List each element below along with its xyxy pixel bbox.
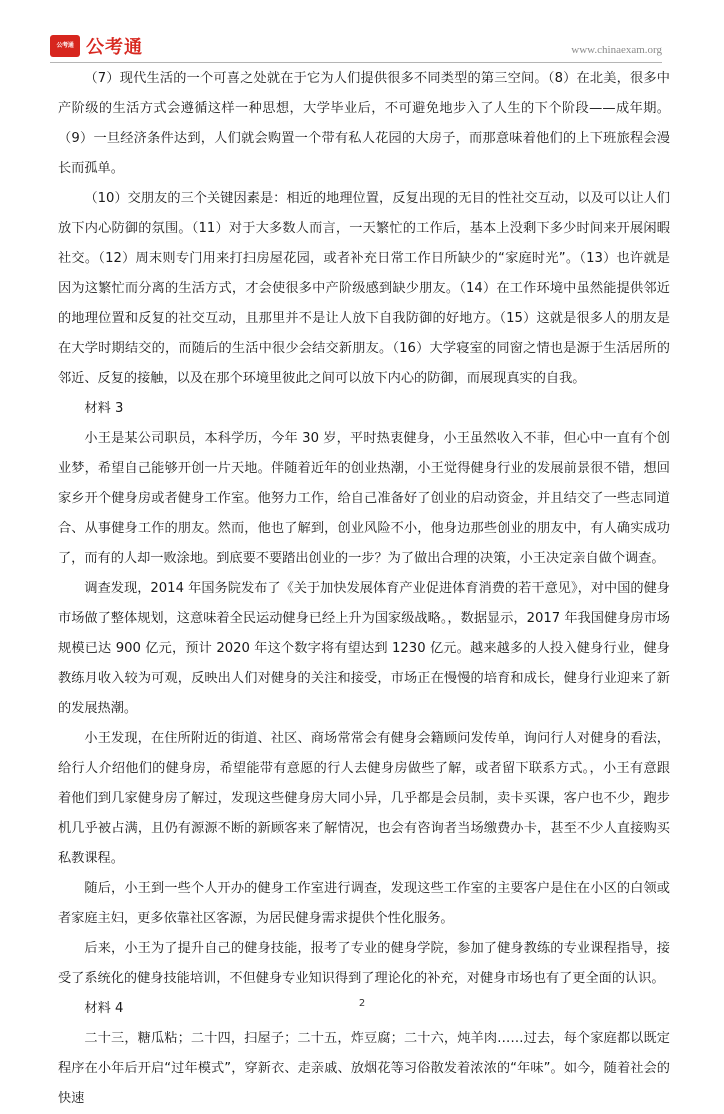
- section-heading-material-3: 材料 3: [84, 401, 124, 416]
- page-number: 2: [358, 998, 366, 1009]
- paragraph-gym-visits: 小王发现，在住所附近的街道、社区、商场常常会有健身会籍顾问发传单，询问行人对健身的看法，给行人介绍他们的健身房，希望能带有意愿的行人去健身房做些了解，或者留下联系方式。，小王有意跟着他们到几家健身房了解过，发现这些健身房大同小异，几乎都是会员制，卖卡买课，客户也不少，跑步机几乎被占满，且仍有源源不断的新顾客来了解情况，也会有咨询者当场缴费办卡，甚至不少人直接购买私教课程。: [58, 731, 670, 866]
- logo-badge: 公考通: [50, 35, 80, 57]
- header-divider: [50, 62, 662, 63]
- paragraph-10-16: （10）交朋友的三个关键因素是：相近的地理位置，反复出现的无目的性社交互动，以及可以让人们放下内心防御的氛围。（11）对于大多数人而言，一天繁忙的工作后，基本上没剩下多少时间来开展闲暇社交。（12）周末则专门用来打扫房屋花园，或者补充日常工作日所缺少的“家庭时光”。（13）也许就是因为这繁忙而分离的生活方式，才会使很多中产阶级感到缺少朋友。（14）在工作环境中虽然能提供邻近的地理位置和反复的社交互动，且那里并不是让人放下自我防御的好地方。（15）这就是很多人的朋友是在大学时期结交的，而随后的生活中很少会结交新朋友。（16）大学寝室的同窗之情也是源于生活居所的邻近、反复的接触，以及在那个环境里彼此之间可以放下内心的防御，而展现真实的自我。: [58, 191, 670, 386]
- logo-text: 公考通: [86, 37, 143, 58]
- document-body: [58, 64, 670, 1114]
- paragraph-studio-survey: 随后，小王到一些个人开办的健身工作室进行调查，发现这些工作室的主要客户是住在小区的白领或者家庭主妇，更多依靠社区客源，为居民健身需求提供个性化服务。: [58, 881, 670, 926]
- section-heading-material-4: 材料 4: [84, 1001, 124, 1016]
- paragraph-survey-findings: 调查发现，2014 年国务院发布了《关于加快发展体育产业促进体育消费的若干意见》，对中国的健身市场做了整体规划，这意味着全民运动健身已经上升为国家级战略。，数据显示，2017 年我国健身房市场规模已达 900 亿元，预计 2020 年这个数字将有望达到 1230 亿元。越来越多的人投入健身行业，健身教练月收入较为可观，反映出人们对健身的关注和接受，市场正在慢慢的培育和成长，健身行业迎来了新的发展热潮。: [58, 581, 670, 716]
- paragraph-7-9: （7）现代生活的一个可喜之处就在于它为人们提供很多不同类型的第三空间。（8）在北美，很多中产阶级的生活方式会遵循这样一种思想，大学毕业后，不可避免地步入了人生的下个阶段——成年期。（9）一旦经济条件达到，人们就会购置一个带有私人花园的大房子，而那意味着他们的上下班旅程会漫长而孤单。: [58, 71, 670, 176]
- site-url: www.chinaexam.org: [571, 44, 662, 56]
- logo: [50, 34, 143, 58]
- paragraph-xiaowang-intro: 小王是某公司职员，本科学历，今年 30 岁，平时热衷健身，小王虽然收入不菲，但心中一直有个创业梦，希望自己能够开创一片天地。伴随着近年的创业热潮，小王觉得健身行业的发展前景很不错，想回家乡开个健身房或者健身工作室。他努力工作，给自己准备好了创业的启动资金，并且结交了一些志同道合、从事健身工作的朋友。然而，他也了解到，创业风险不小，他身边那些创业的朋友中，有人确实成功了，而有的人却一败涂地。到底要不要踏出创业的一步？为了做出合理的决策，小王决定亲自做个调查。: [58, 431, 670, 566]
- page-header: [0, 0, 724, 64]
- paragraph-new-year: 二十三，糖瓜粘；二十四，扫屋子；二十五，炸豆腐；二十六，炖羊肉……过去，每个家庭都以既定程序在小年后开启“过年模式”，穿新衣、走亲戚、放烟花等习俗散发着浓浓的“年味”。如今，随着社会的快速: [58, 1031, 670, 1106]
- paragraph-training: 后来，小王为了提升自己的健身技能，报考了专业的健身学院，参加了健身教练的专业课程指导，接受了系统化的健身技能培训，不但健身专业知识得到了理论化的补充，对健身市场也有了更全面的认识。: [58, 941, 670, 986]
